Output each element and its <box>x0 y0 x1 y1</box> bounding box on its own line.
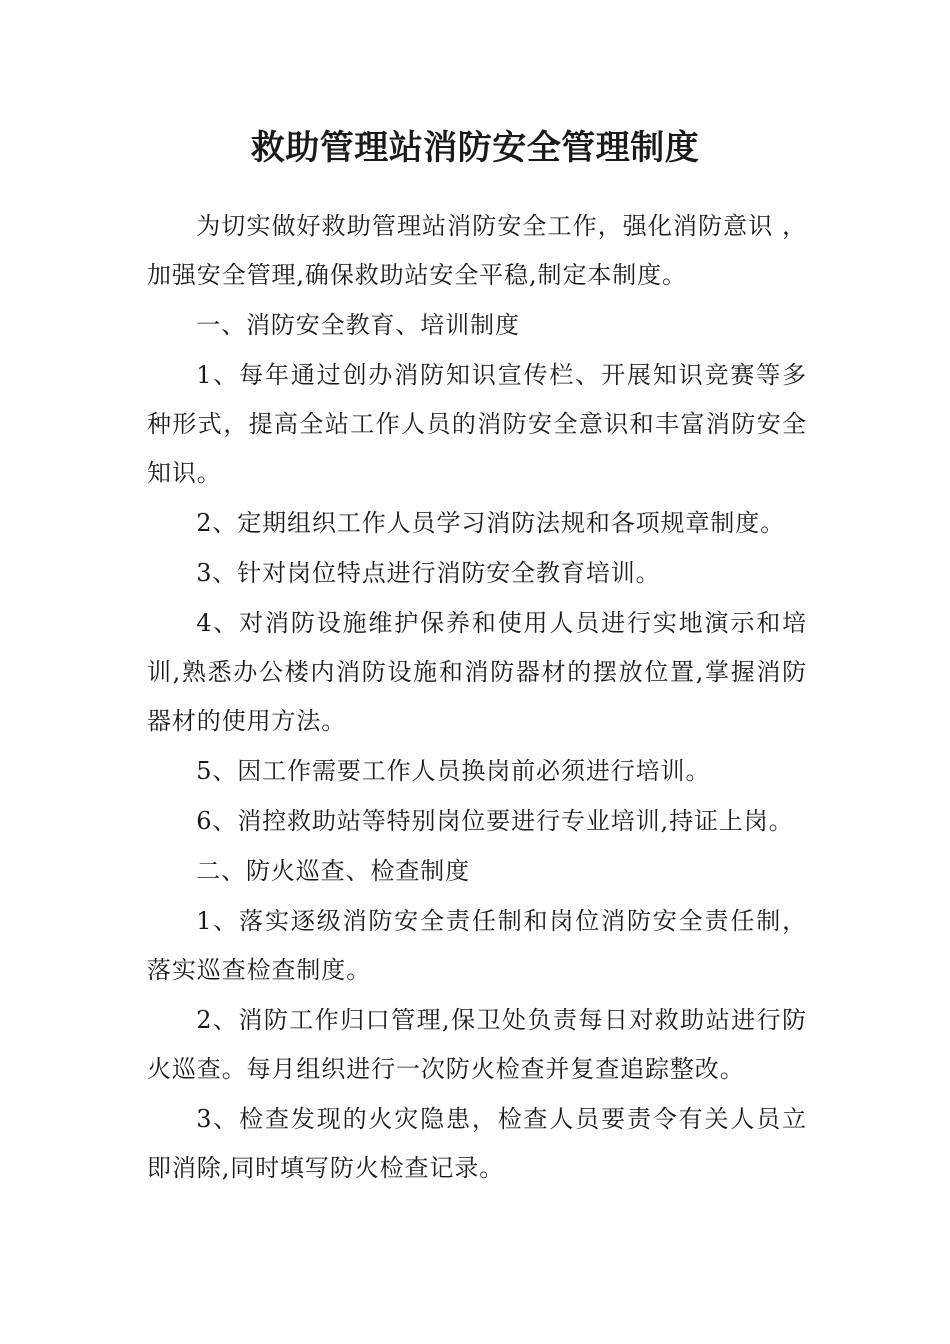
intro-paragraph: 为切实做好救助管理站消防安全工作，强化消防意识 ，加强安全管理,确保救助站安全平稳,制定本制度。 <box>147 212 807 289</box>
education-item-3: 3、针对岗位特点进行消防安全教育培训。 <box>196 559 661 587</box>
inspection-item-3: 3、检查发现的火灾隐患，检查人员要责令有关人员立即消除,同时填写防火检查记录。 <box>147 1105 807 1182</box>
document-body <box>147 202 807 1194</box>
education-item-1: 1、每年通过创办消防知识宣传栏、开展知识竞赛等多种形式，提高全站工作人员的消防安全意识和丰富消防安全知识。 <box>147 361 807 487</box>
education-item-4: 4、对消防设施维护保养和使用人员进行实地演示和培训,熟悉办公楼内消防设施和消防器材的摆放位置,掌握消防器材的使用方法。 <box>147 609 807 735</box>
inspection-item-2: 2、消防工作归口管理,保卫处负责每日对救助站进行防火巡查。每月组织进行一次防火检查并复查追踪整改。 <box>147 1006 807 1083</box>
document-title: 救助管理站消防安全管理制度 <box>250 128 700 168</box>
section-heading-education-training: 一、消防安全教育、培训制度 <box>196 311 520 339</box>
education-item-5: 5、因工作需要工作人员换岗前必须进行培训。 <box>196 757 711 785</box>
education-item-6: 6、消控救助站等特别岗位要进行专业培训,持证上岗。 <box>196 807 794 835</box>
inspection-item-1: 1、落实逐级消防安全责任制和岗位消防安全责任制，落实巡查检查制度。 <box>147 907 807 984</box>
section-heading-fire-inspection: 二、防火巡查、检查制度 <box>196 857 471 885</box>
education-item-2: 2、定期组织工作人员学习消防法规和各项规章制度。 <box>196 509 786 537</box>
